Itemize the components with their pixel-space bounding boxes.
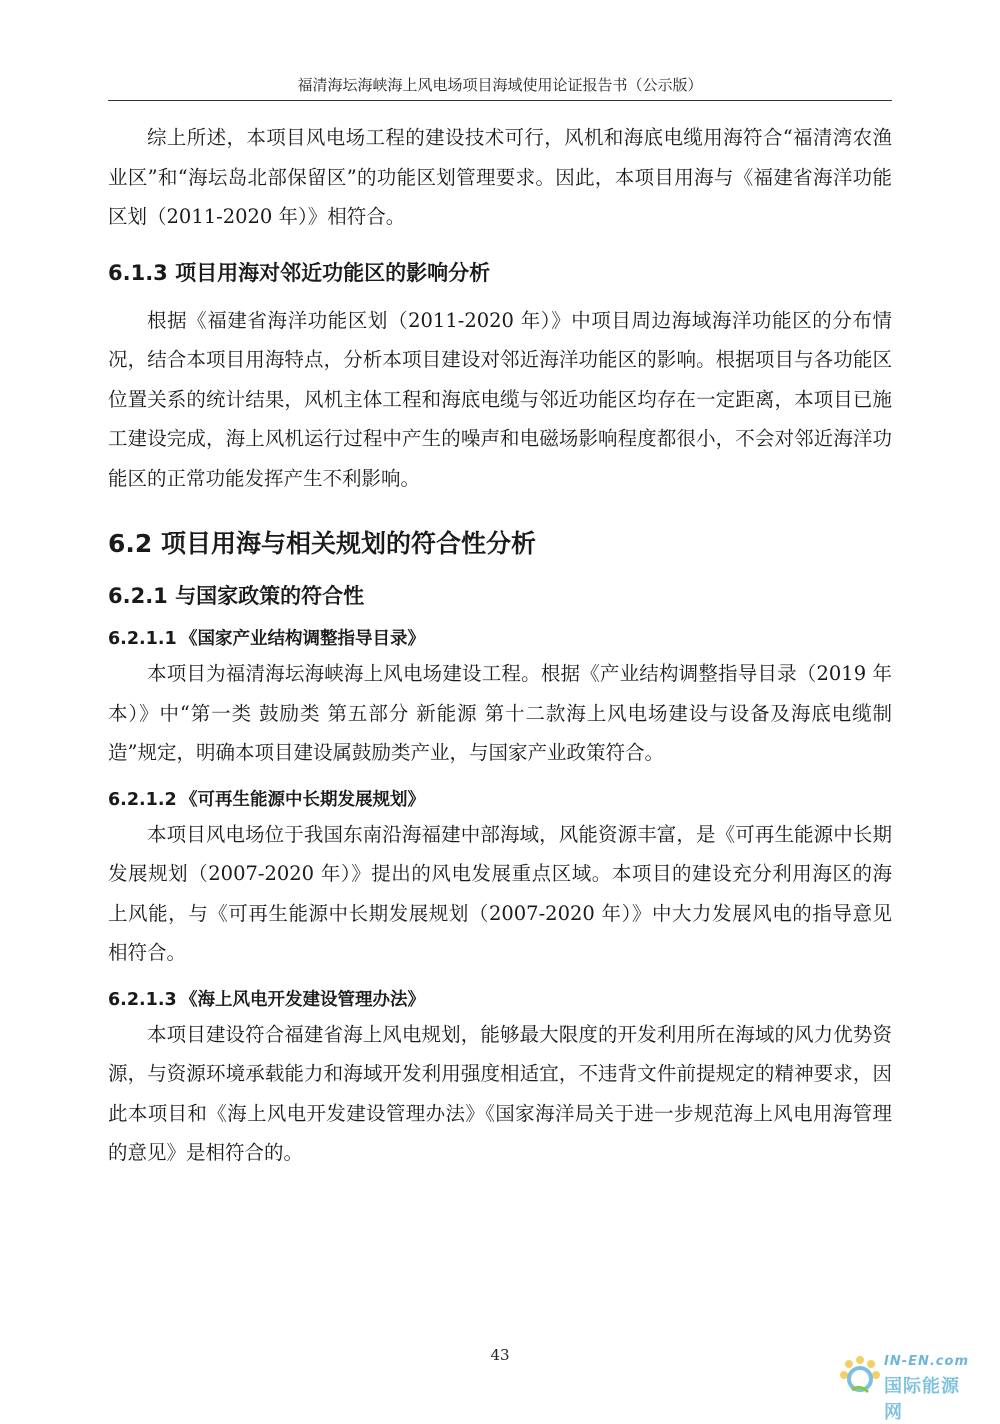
watermark-domain: IN-EN.com xyxy=(884,1354,969,1369)
paragraph-6-2-1-2: 本项目风电场位于我国东南沿海福建中部海域，风能资源丰富，是《可再生能源中长期发展规划（2007-2020 年）》提出的风电发展重点区域。本项目的建设充分利用海区的海上风能，与《可再生能源中长期发展规划（2007-2020 年）》中大力发展风电的指导意见相符合。 xyxy=(108,822,892,964)
section-number: 6.2.1.1 xyxy=(108,629,177,649)
section-number: 6.2.1.2 xyxy=(108,789,177,810)
watermark-logo xyxy=(838,1352,978,1423)
sun-flower-icon xyxy=(838,1354,882,1398)
paragraph-6-2-1-3: 本项目建设符合福建省海上风电规划，能够最大限度的开发利用所在海域的风力优势资源，与资源环境承载能力和海域开发利用强度相适宜，不违背文件前提规定的精神要求，因此本项目和《海上风电开发建设管理办法》《国家海洋局关于进一步规范海上风电用海管理的意见》是相符合的。 xyxy=(108,1022,892,1164)
section-title: 《国家产业结构调整指导目录》 xyxy=(180,629,425,649)
section-heading-6-2-1-2 xyxy=(108,785,892,815)
paragraph-intro: 综上所述，本项目风电场工程的建设技术可行，风机和海底电缆用海符合“福清湾农渔业区”和“海坛岛北部保留区”的功能区划管理要求。因此，本项目用海与《福建省海洋功能区划（2011-2020 年）》相符合。 xyxy=(108,126,892,228)
paragraph-6-1-3: 根据《福建省海洋功能区划（2011-2020 年）》中项目周边海域海洋功能区的分布情况，结合本项目用海特点，分析本项目建设对邻近海洋功能区的影响。根据项目与各功能区位置关系的统计结果，风机主体工程和海底电缆与邻近功能区均存在一定距离，本项目已施工建设完成，海上风机运行过程中产生的噪声和电磁场影响程度都很小，不会对邻近海洋功能区的正常功能发挥产生不利影响。 xyxy=(108,308,892,490)
section-heading-6-2: 6.2 项目用海与相关规划的符合性分析 xyxy=(108,529,536,558)
section-title: 《海上风电开发建设管理办法》 xyxy=(180,989,425,1010)
section-heading-6-2-1-1 xyxy=(108,624,892,654)
section-heading-6-2-1: 6.2.1 与国家政策的符合性 xyxy=(108,584,365,608)
section-number: 6.2.1.3 xyxy=(108,989,177,1010)
section-title: 《可再生能源中长期发展规划》 xyxy=(180,789,425,810)
watermark-name: 国际能源网 xyxy=(884,1376,960,1423)
document-title: 福清海坛海峡海上风电场项目海域使用论证报告书（公示版） xyxy=(297,76,703,94)
section-heading-6-2-1-3 xyxy=(108,985,892,1015)
section-heading-6-1-3: 6.1.3 项目用海对邻近功能区的影响分析 xyxy=(108,260,491,285)
document-body xyxy=(108,118,892,1173)
paragraph-6-2-1-1: 本项目为福清海坛海峡海上风电场建设工程。根据《产业结构调整指导目录（2019 年本）》中“第一类 鼓励类 第五部分 新能源 第十二款海上风电场建设与设备及海底电缆制造”规定，明确本项目建设属鼓励类产业，与国家产业政策符合。 xyxy=(108,662,892,764)
page-number: 43 xyxy=(490,1346,510,1364)
page-header xyxy=(108,70,892,101)
